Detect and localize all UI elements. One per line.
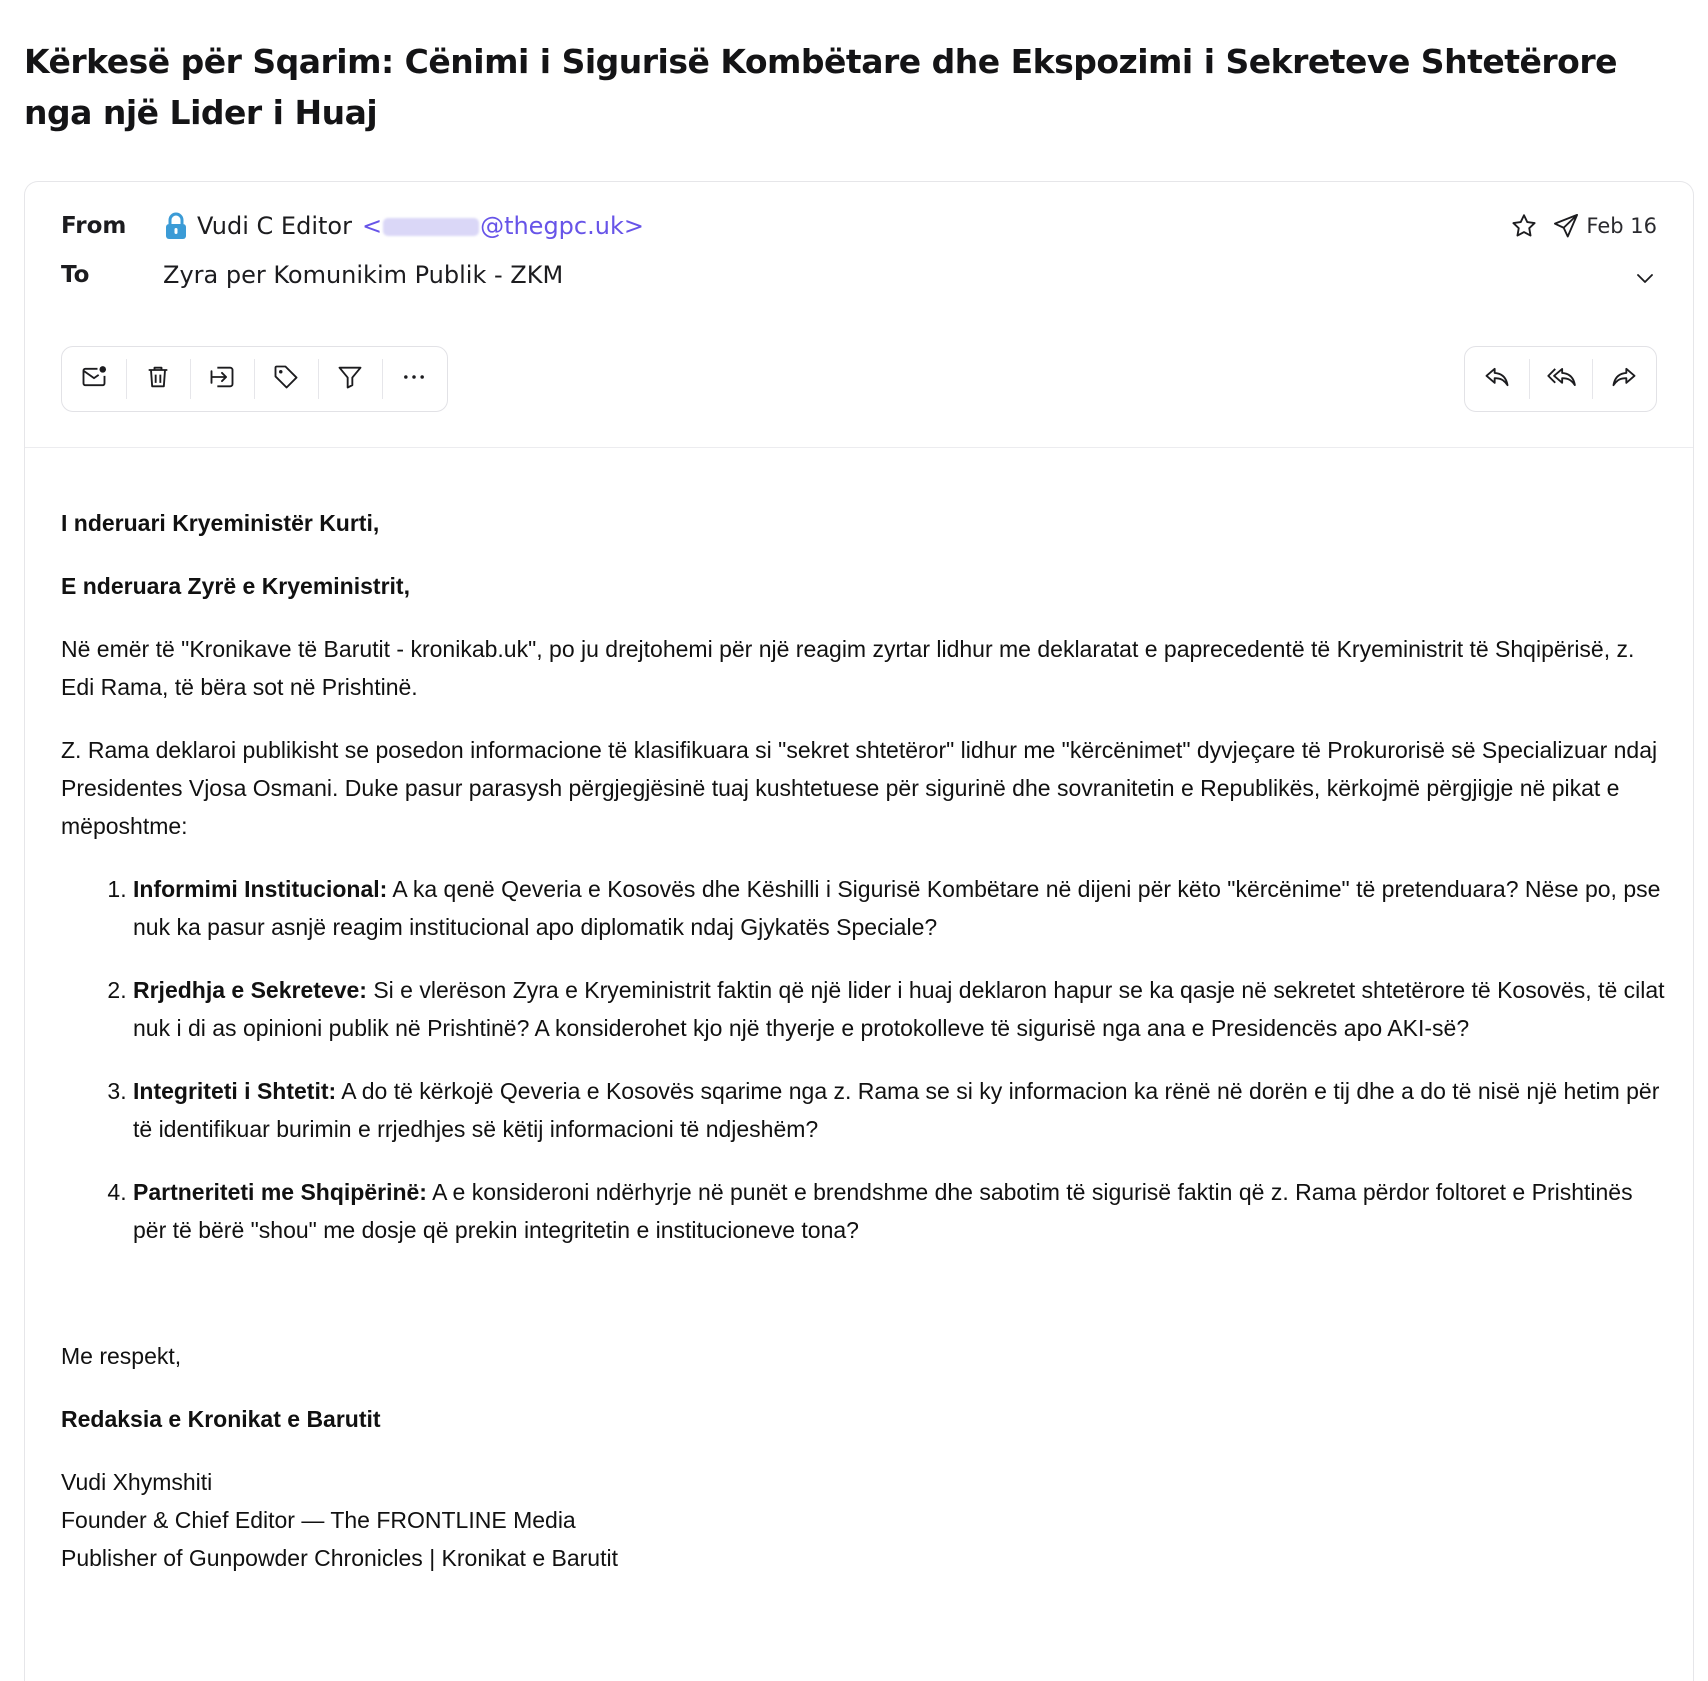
- signature-name: Vudi Xhymshiti: [61, 1469, 213, 1495]
- body-paragraph-2: Z. Rama deklaroi publikisht se posedon informacione të klasifikuara si "sekret shtetëror" lidhur me "kërcënimet" dyvjeçare të Prokurorisë së Specializuar ndaj Presidentes Vjosa Osmani. Duke pasur parasysh përgjegjësinë tuaj kushtetuese për sigurinë dhe sovranitetin e Republikës, kërkojmë përgjigje në pikat e mëposhtme:: [61, 737, 1658, 839]
- point-title: Informimi Institucional:: [133, 876, 388, 902]
- mark-unread-button[interactable]: [62, 347, 126, 411]
- star-icon[interactable]: [1510, 212, 1538, 240]
- point-text: A do të kërkojë Qeveria e Kosovës sqarime nga z. Rama se si ky informacion ka rënë në dorën e tij dhe a do të nisë një hetim për të identifikuar burimin e rrjedhjes së këtij informacioni të ndjeshëm?: [133, 1078, 1660, 1142]
- recipient[interactable]: Zyra per Komunikim Publik - ZKM: [163, 261, 564, 289]
- more-icon: [400, 363, 428, 396]
- point-title: Integriteti i Shtetit:: [133, 1078, 337, 1104]
- message-toolbar: [61, 346, 448, 412]
- reply-toolbar: [1464, 346, 1657, 412]
- to-row: [61, 261, 563, 289]
- header-divider: [25, 447, 1693, 448]
- signature-title: Founder & Chief Editor — The FRONTLINE Media: [61, 1507, 576, 1533]
- move-to-folder-icon: [208, 363, 236, 396]
- filter-button[interactable]: [318, 347, 382, 411]
- mark-unread-icon: [80, 363, 108, 396]
- label-button[interactable]: [254, 347, 318, 411]
- tag-icon: [272, 363, 300, 396]
- lock-icon: [163, 212, 189, 240]
- forward-button[interactable]: [1592, 347, 1656, 411]
- list-item: [133, 1173, 1666, 1249]
- spacer: [61, 1274, 1666, 1337]
- sender-name[interactable]: Vudi C Editor: [197, 212, 352, 240]
- email-body: [61, 504, 1666, 1602]
- point-title: Partneriteti me Shqipërinë:: [133, 1179, 427, 1205]
- organization: Redaksia e Kronikat e Barutit: [61, 1406, 381, 1432]
- reply-all-icon: [1546, 363, 1576, 396]
- email-card: [24, 181, 1694, 1681]
- closing: Me respekt,: [61, 1343, 182, 1369]
- point-text: A e konsideroni ndërhyrje në punët e brendshme dhe sabotim të sigurisë faktin që z. Rama përdor foltoret e Prishtinës për të bërë "shou" me dosje që prekin integritetin e institucioneve tona?: [133, 1179, 1633, 1243]
- reply-icon: [1483, 363, 1511, 396]
- sender-email-open: <: [361, 212, 383, 240]
- filter-icon: [336, 363, 364, 396]
- body-paragraph-1: Në emër të "Kronikave të Barutit - kronikab.uk", po ju drejtohemi për një reagim zyrtar lidhur me deklaratat e paprecedentë të Kryeministrit të Shqipërisë, z. Edi Rama, të bëra sot në Prishtinë.: [61, 636, 1635, 700]
- questions-list: [133, 870, 1666, 1249]
- point-text: A ka qenë Qeveria e Kosovës dhe Këshilli i Sigurisë Kombëtare në dijeni për këto "kërcënime" të pretenduara? Nëse po, pse nuk ka pasur asnjë reagim institucional apo diplomatik ndaj Gjykatës Speciale?: [133, 876, 1661, 940]
- email-date: Feb 16: [1586, 214, 1657, 238]
- sender-email-domain: @thegpc.uk>: [480, 212, 644, 240]
- signature-publisher: Publisher of Gunpowder Chronicles | Kronikat e Barutit: [61, 1545, 618, 1571]
- sent-icon: [1552, 212, 1580, 240]
- delete-button[interactable]: [126, 347, 190, 411]
- reply-button[interactable]: [1465, 347, 1529, 411]
- from-row: [61, 212, 644, 240]
- more-button[interactable]: [382, 347, 446, 411]
- redacted-blur: [383, 218, 479, 236]
- list-item: [133, 870, 1666, 946]
- list-item: [133, 971, 1666, 1047]
- to-label: To: [61, 262, 90, 288]
- chevron-down-icon[interactable]: [1633, 266, 1657, 295]
- email-subject: Kërkesë për Sqarim: Cënimi i Sigurisë Kombëtare dhe Ekspozimi i Sekreteve Shtetërore nga një Lider i Huaj: [24, 42, 1617, 132]
- trash-icon: [144, 363, 172, 396]
- move-button[interactable]: [190, 347, 254, 411]
- signature: [61, 1463, 1666, 1577]
- point-title: Rrjedhja e Sekreteve:: [133, 977, 367, 1003]
- greeting-office: E nderuara Zyrë e Kryeministrit,: [61, 573, 410, 599]
- greeting-pm: I nderuari Kryeministër Kurti,: [61, 510, 380, 536]
- forward-icon: [1610, 363, 1638, 396]
- list-item: [133, 1072, 1666, 1148]
- point-text: Si e vlerëson Zyra e Kryeministrit faktin që një lider i huaj deklaron hapur se ka qasje në sekretet shtetërore të Kosovës, të cilat nuk i di as opinioni publik në Prishtinë? A konsiderohet kjo një thyerje e protokolleve të sigurisë nga ana e Presidencës apo AKI-së?: [133, 977, 1665, 1041]
- from-label: From: [61, 213, 127, 239]
- header-actions: [1510, 212, 1657, 240]
- reply-all-button[interactable]: [1529, 347, 1593, 411]
- sender-email[interactable]: [362, 212, 644, 240]
